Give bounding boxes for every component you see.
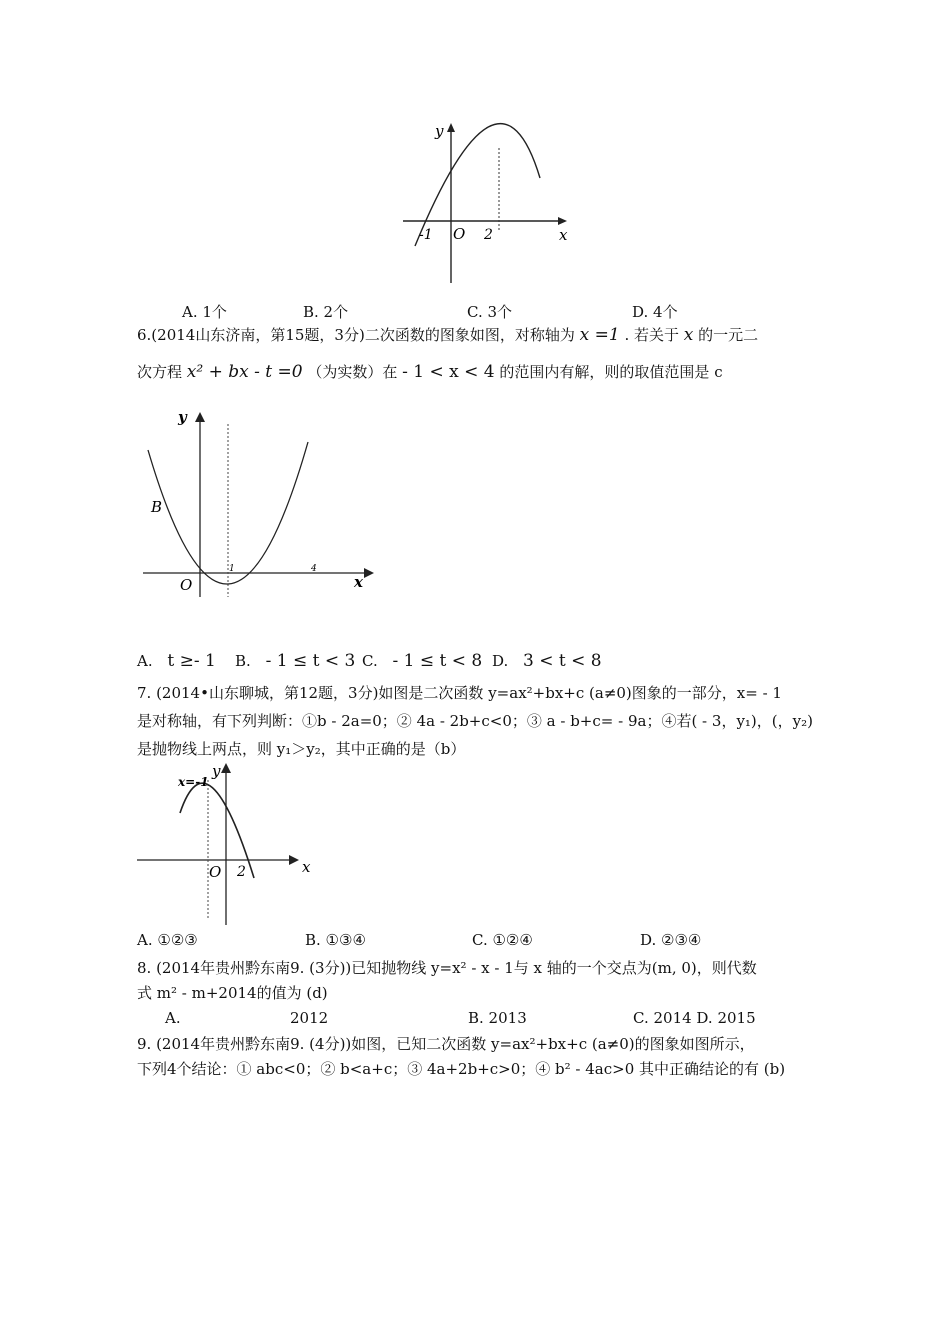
q5-option-b: B. 2个	[303, 303, 349, 321]
q7-graph	[135, 760, 320, 930]
q7-x-label: x	[302, 858, 311, 876]
q6-x-arrow	[364, 568, 374, 578]
q8-option-b: B. 2013	[468, 1009, 527, 1027]
q6-line1-var: x	[683, 325, 694, 345]
q6-option-a-expr: t ≥- 1	[167, 651, 216, 671]
q6-line-2	[137, 362, 723, 382]
q6-option-d-expr: 3 < t < 8	[523, 651, 602, 671]
q6-x-label: x	[354, 573, 363, 591]
q5-x-label: x	[559, 226, 568, 244]
q6-line-1	[137, 325, 758, 345]
q7-x-arrow	[289, 855, 299, 865]
q5-option-c: C. 3个	[467, 303, 513, 321]
q6-line1-mid: . 若关于	[624, 326, 679, 344]
q8-option-cd: C. 2014 D. 2015	[633, 1009, 756, 1027]
q6-line2-mid: （为实数）在	[307, 363, 398, 381]
q6-range: - 1 < x < 4	[402, 362, 495, 382]
q6-line2-start: 次方程	[137, 363, 183, 381]
q5-y-label: y	[435, 122, 444, 140]
q7-option-c: C. ①②④	[472, 931, 533, 949]
q8-option-a-value: 2012	[290, 1009, 329, 1027]
q6-y-arrow	[195, 412, 205, 422]
q6-origin-label: O	[180, 576, 193, 594]
q6-graph	[138, 402, 383, 602]
q5-option-d: D. 4个	[632, 303, 678, 321]
q6-option-d-label: D.	[492, 652, 509, 670]
q7-option-d: D. ②③④	[640, 931, 702, 949]
q6-tick-4: 4	[311, 564, 317, 574]
q7-option-b: B. ①③④	[305, 931, 366, 949]
q5-tick-neg1: -1	[419, 227, 433, 243]
q7-y-label: y	[212, 762, 221, 780]
q7-line-3: 是抛物线上两点，则 y₁＞y₂，其中正确的是（b）	[137, 740, 466, 758]
q6-option-c	[362, 651, 482, 671]
q7-option-a: A. ①②③	[137, 931, 198, 949]
q5-graph	[395, 118, 580, 288]
q6-y-label: y	[178, 408, 187, 426]
q6-option-b-expr: - 1 ≤ t < 3	[265, 651, 356, 671]
q5-x-arrow	[558, 217, 567, 225]
q6-line2-end: 的范围内有解，则的取值范围是 c	[499, 363, 723, 381]
q6-point-b-label: B	[151, 498, 163, 516]
q9-line-2: 下列4个结论：① abc<0；② b<a+c；③ 4a+2b+c>0；④ b² - 4ac>0 其中正确结论的有 (b)	[137, 1060, 786, 1078]
q6-option-b	[235, 651, 355, 671]
q6-option-c-label: C.	[362, 652, 378, 670]
q5-parabola	[415, 124, 540, 246]
q5-origin-label: O	[453, 225, 466, 243]
q7-tick-2: 2	[237, 864, 246, 880]
q6-option-a	[137, 651, 216, 671]
q9-line-1: 9. (2014年贵州黔东南9. (4分))如图，已知二次函数 y=ax²+bx+c (a≠0)的图象如图所示，	[137, 1035, 755, 1053]
q7-origin-label: O	[209, 863, 222, 881]
q8-line-2: 式 m² - m+2014的值为 (d)	[137, 984, 328, 1002]
q6-axis-equation: x =1	[579, 325, 620, 345]
q6-option-a-label: A.	[137, 652, 153, 670]
q5-tick-2: 2	[484, 227, 493, 243]
q7-line-1: 7. (2014•山东聊城，第12题，3分)如图是二次函数 y=ax²+bx+c (a≠0)图象的一部分，x= - 1	[137, 684, 782, 702]
q8-option-a: A.	[165, 1009, 181, 1027]
q5-option-a: A. 1个	[182, 303, 227, 321]
q6-intro: 6.(2014山东济南，第15题，3分)二次函数的图象如图，对称轴为	[137, 326, 575, 344]
q8-line-1: 8. (2014年贵州黔东南9. (3分))已知抛物线 y=x² - x - 1与 x 轴的一个交点为(m, 0)，则代数	[137, 959, 757, 977]
q7-y-arrow	[221, 763, 231, 773]
q5-y-arrow	[447, 123, 455, 132]
q6-option-c-expr: - 1 ≤ t < 8	[392, 651, 483, 671]
q6-tick-1: 1	[229, 564, 235, 574]
q6-equation: x² + bx - t =0	[186, 362, 303, 382]
q7-line-2: 是对称轴，有下列判断：①b - 2a=0；② 4a - 2b+c<0；③ a - b+c= - 9a；④若( - 3，y₁)，(，y₂)	[137, 712, 813, 730]
q7-axis-label: x=-1	[178, 775, 209, 789]
q6-option-b-label: B.	[235, 652, 251, 670]
q6-line1-end: 的一元二	[698, 326, 759, 344]
q6-option-d	[492, 651, 602, 671]
